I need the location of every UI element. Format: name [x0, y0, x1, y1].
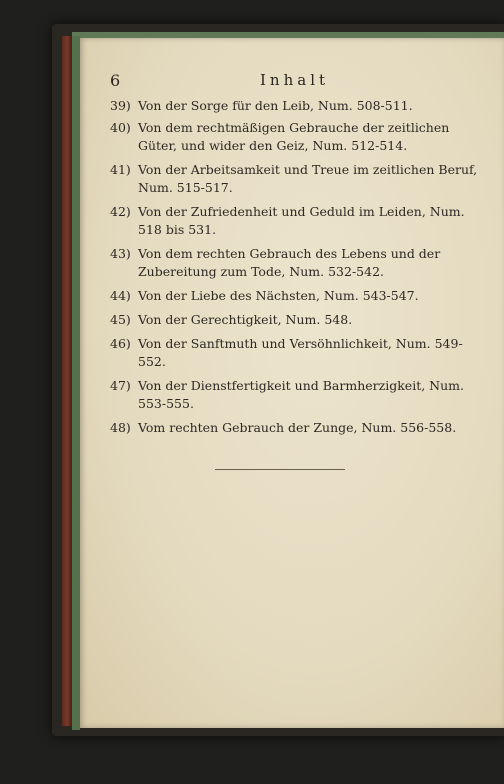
- entry-number: 47): [110, 378, 131, 393]
- cover-spine-edge: [62, 36, 72, 726]
- entry-text: Vom rechten Gebrauch der Zunge, Num. 556-558.: [138, 420, 457, 435]
- entry-number: 46): [110, 336, 131, 351]
- page-number: 6: [110, 71, 121, 90]
- entry-number: 44): [110, 288, 131, 303]
- entry-number: 39): [110, 98, 131, 113]
- toc-entry: [110, 119, 490, 155]
- endpaper-left-edge: [72, 36, 80, 730]
- toc-entry: [110, 203, 490, 239]
- table-of-contents: [110, 97, 490, 443]
- page-header: [110, 71, 490, 89]
- entry-text: Von der Arbeitsamkeit und Treue im zeitlichen Beruf, Num. 515-517.: [138, 162, 478, 195]
- entry-number: 43): [110, 246, 131, 261]
- entry-text: Von der Sanftmuth und Versöhnlichkeit, Num. 549-552.: [138, 336, 463, 369]
- toc-entry: [110, 335, 490, 371]
- toc-entry: [110, 377, 490, 413]
- entry-text: Von der Dienstfertigkeit und Barmherzigkeit, Num. 553-555.: [138, 378, 464, 411]
- entry-text: Von der Sorge für den Leib, Num. 508-511.: [138, 98, 413, 113]
- toc-entry: [110, 161, 490, 197]
- entry-number: 42): [110, 204, 131, 219]
- running-title: Inhalt: [260, 71, 330, 89]
- toc-entry: [110, 245, 490, 281]
- entry-number: 48): [110, 420, 131, 435]
- entry-number: 40): [110, 120, 131, 135]
- entry-text: Von der Liebe des Nächsten, Num. 543-547.: [138, 288, 419, 303]
- entry-number: 41): [110, 162, 131, 177]
- entry-text: Von dem rechten Gebrauch des Lebens und der Zubereitung zum Tode, Num. 532-542.: [138, 246, 441, 279]
- entry-text: Von der Zufriedenheit und Geduld im Leiden, Num. 518 bis 531.: [138, 204, 465, 237]
- toc-entry: [110, 419, 490, 437]
- toc-entry: [110, 287, 490, 305]
- entry-text: Von der Gerechtigkeit, Num. 548.: [138, 312, 353, 327]
- entry-number: 45): [110, 312, 131, 327]
- toc-entry: [110, 311, 490, 329]
- section-divider: [215, 469, 345, 470]
- entry-text: Von dem rechtmäßigen Gebrauche der zeitlichen Güter, und wider den Geiz, Num. 512-514.: [138, 120, 450, 153]
- toc-entry: [110, 97, 490, 115]
